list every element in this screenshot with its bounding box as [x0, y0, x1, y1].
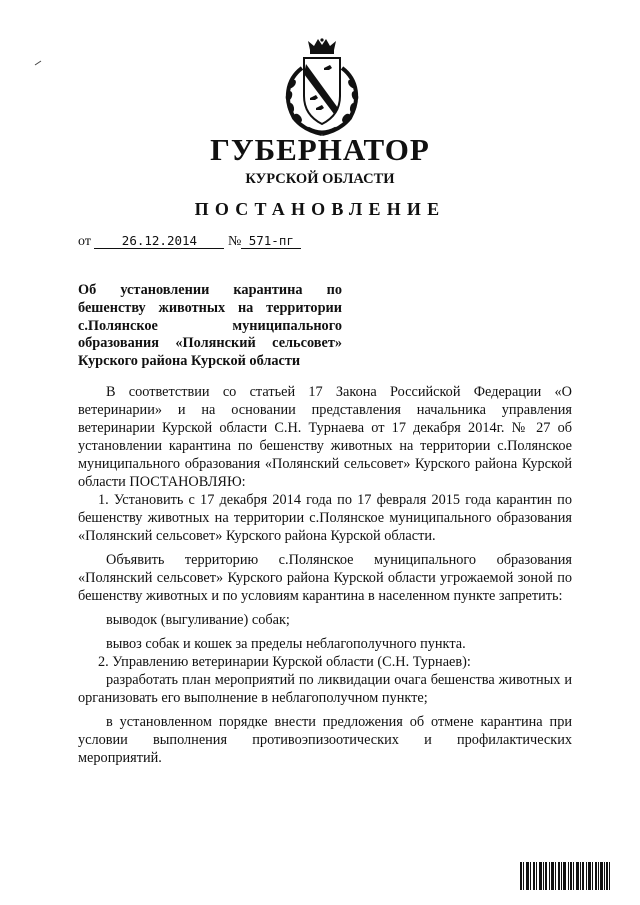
body-paragraph: В соответствии со статьей 17 Закона Российской Федерации «О ветеринарии» и на основании представления начальника управления ветеринарии Курской области С.Н. Турнаева от 17 декабря 2014г. № 27 об установлении карантина по бешенству животных на территории с.Полянское муниципального образования «Полянский сельсовет» Курского района Курской области ПОСТАНОВЛЯЮ:: [78, 384, 572, 490]
document-date: 26.12.2014: [94, 233, 224, 249]
body-paragraph: вывоз собак и кошек за пределы неблагополучного пункта.: [106, 636, 466, 652]
subject-line: Об установлении карантина по: [78, 282, 342, 298]
body-paragraph: в установленном порядке внести предложения об отмене карантина при условии выполнения противоэпизоотических и профилактических мероприятий.: [78, 714, 572, 766]
subject-line: с.Полянское муниципального: [78, 317, 342, 334]
document-subject: [78, 282, 342, 371]
coat-of-arms-emblem: [280, 38, 364, 138]
body-paragraph: 2. Управлению ветеринарии Курской области (С.Н. Турнаев):: [98, 654, 471, 670]
subject-line: Курского района Курской области: [78, 353, 301, 370]
body-paragraph: разработать план мероприятий по ликвидации очага бешенства животных и организовать его выполнение в неблагополучном пункте;: [78, 672, 572, 706]
subject-line: бешенству животных на территории: [78, 299, 342, 316]
number-label: №: [227, 234, 242, 249]
date-number-line: [78, 233, 301, 250]
date-from-label: от: [78, 234, 91, 249]
subject-line: образования «Полянский сельсовет»: [78, 335, 342, 352]
body-paragraph: выводок (выгуливание) собак;: [106, 612, 290, 628]
region-name: КУРСКОЙ ОБЛАСТИ: [245, 171, 395, 187]
barcode: [520, 862, 610, 890]
document-title: ГУБЕРНАТОР: [210, 132, 430, 167]
scan-mark: [34, 60, 42, 66]
document-number: 571-пг: [241, 233, 301, 249]
body-paragraph: 1. Установить с 17 декабря 2014 года по 17 февраля 2015 года карантин по бешенству животных на территории с.Полянское муниципального образования «Полянский сельсовет» Курского района Курской области.: [78, 492, 572, 544]
document-type: ПОСТАНОВЛЕНИЕ: [194, 199, 446, 219]
document-body: [78, 383, 572, 767]
body-paragraph: Объявить территорию с.Полянское муниципального образования «Полянский сельсовет» Курского района Курской области угрожаемой зоной по бешенству животных и по условиям карантина в населенном пункте запретить:: [78, 552, 572, 604]
